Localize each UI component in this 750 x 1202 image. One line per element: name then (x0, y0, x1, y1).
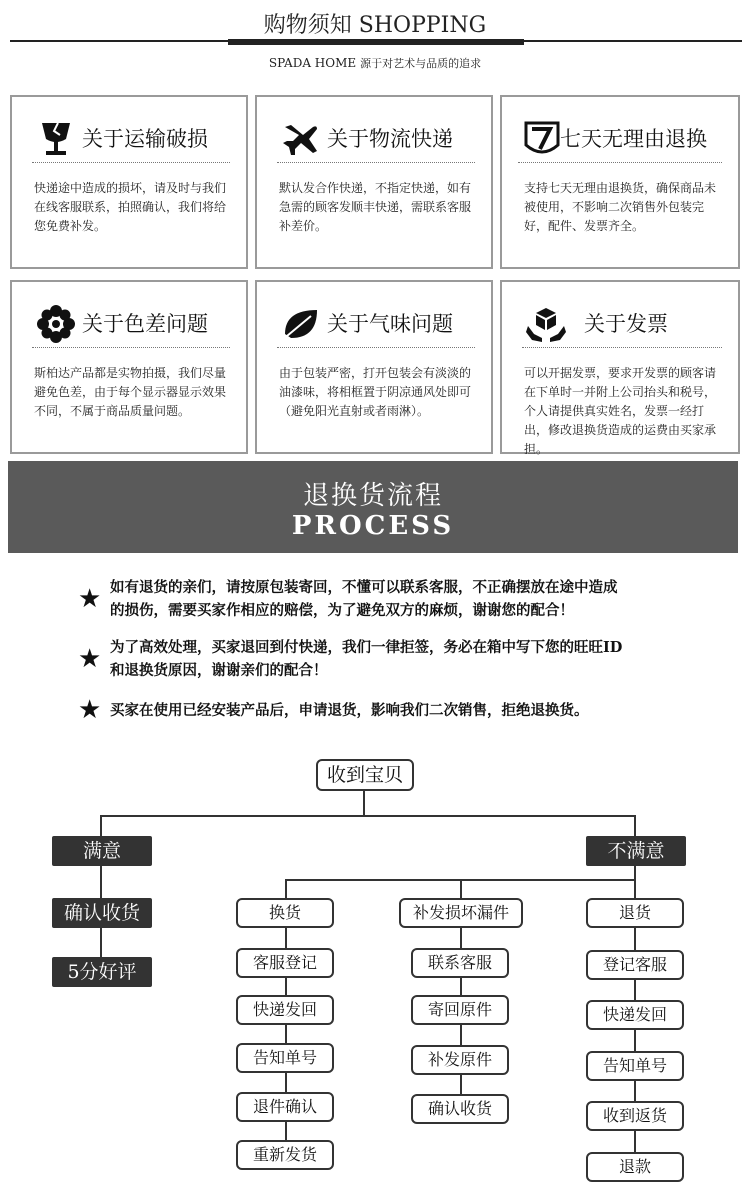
card-body: 快递途中造成的损坏，请及时与我们在线客服联系，拍照确认，我们将给您免费补发。 (34, 181, 227, 233)
flow-connector (363, 790, 365, 816)
card-title: 七天无理由退换 (560, 127, 707, 151)
header-subtitle (0, 55, 750, 71)
invoice-hands-icon (526, 304, 566, 344)
broken-glass-icon (36, 119, 76, 159)
card-title: 关于发票 (584, 312, 668, 336)
banner-title-en: PROCESS (291, 511, 455, 541)
flow-unsatisfied: 不满意 (586, 836, 686, 866)
flow-exchange-step: 重新发货 (236, 1140, 334, 1170)
card-body: 由于包装严密，打开包装会有淡淡的油漆味，将相框置于阴凉通风处即可（避免阳光直射或者雨淋）。 (279, 366, 472, 418)
flow-refund-step: 退款 (586, 1152, 684, 1182)
card-title: 关于色差问题 (82, 312, 208, 336)
flow-exchange-step: 客服登记 (236, 948, 334, 978)
flow-reissue-step: 确认收货 (411, 1094, 509, 1124)
flow-refund-step: 登记客服 (586, 950, 684, 980)
flow-refund-step: 快递发回 (586, 1000, 684, 1030)
flow-reissue-step: 联系客服 (411, 948, 509, 978)
notice-line: 为了高效处理，买家退回到付快递，我们一律拒签，务必在箱中写下您的旺旺ID (110, 639, 623, 656)
card-logistics (255, 95, 493, 269)
notice-line: 的损伤，需要买家作相应的赔偿，为了避免双方的麻烦，谢谢您的配合！ (110, 602, 574, 619)
flow-confirm-receipt: 确认收货 (52, 898, 152, 928)
star-icon: ★ (78, 644, 102, 674)
page-title: 购物须知 SHOPPING (263, 13, 487, 38)
card-body: 斯柏达产品都是实物拍摄，我们尽量避免色差，由于每个显示器显示效果不同，不属于商品质量问题。 (34, 366, 227, 418)
color-flower-icon (36, 304, 76, 344)
flow-exchange-step: 退件确认 (236, 1092, 334, 1122)
airplane-icon (281, 119, 321, 159)
flow-reissue-step: 补发损坏漏件 (399, 898, 523, 928)
flow-refund-step: 收到返货 (586, 1101, 684, 1131)
flow-connector (100, 815, 635, 817)
process-banner (8, 461, 738, 553)
flow-reissue-step: 寄回原件 (411, 995, 509, 1025)
flow-connector (100, 815, 102, 837)
flow-root-received: 收到宝贝 (316, 759, 414, 791)
flow-connector (634, 815, 636, 837)
flow-refund-step: 告知单号 (586, 1051, 684, 1081)
card-body: 默认发合作快递，不指定快递，如有急需的顾客发顺丰快递，需联系客服补差价。 (279, 181, 472, 233)
card-body: 可以开据发票，要求开发票的顾客请在下单时一并附上公司抬头和税号，个人请提供真实姓名，发票一经打出，修改退换货造成的运费由买家承担。 (524, 366, 717, 456)
card-title: 关于气味问题 (327, 312, 453, 336)
leaf-icon (281, 304, 321, 344)
card-seven-day-return (500, 95, 740, 269)
notice-line: 如有退货的亲们，请按原包装寄回，不懂可以联系客服，不正确摆放在途中造成 (110, 579, 618, 596)
notice-item (78, 697, 718, 727)
brand-slogan: 源于对艺术与品质的追求 (360, 57, 482, 70)
seven-day-badge-icon (522, 119, 562, 159)
flow-satisfied: 满意 (52, 836, 152, 866)
brand-name: SPADA HOME (268, 56, 357, 70)
flow-exchange-step: 换货 (236, 898, 334, 928)
notice-item (78, 576, 718, 626)
card-title: 关于运输破损 (82, 127, 208, 151)
card-color-difference (10, 280, 248, 454)
banner-title-cn: 退换货流程 (302, 481, 443, 511)
flow-exchange-step: 告知单号 (236, 1043, 334, 1073)
card-title: 关于物流快递 (327, 127, 453, 151)
flow-connector (634, 879, 636, 899)
flow-connector (460, 879, 462, 899)
card-transport-damage (10, 95, 248, 269)
flow-five-star-review: 5分好评 (52, 957, 152, 987)
notice-item (78, 636, 718, 686)
notice-line: 和退换货原因，谢谢亲们的配合！ (110, 662, 328, 679)
notice-line: 买家在使用已经安装产品后，申请退货，影响我们二次销售，拒绝退换货。 (110, 702, 589, 719)
flow-connector (285, 879, 287, 899)
flow-refund-step: 退货 (586, 898, 684, 928)
card-body: 支持七天无理由退换货，确保商品未被使用，不影响二次销售外包装完好，配件、发票齐全。 (524, 181, 717, 233)
header-divider-accent (228, 39, 524, 45)
card-invoice (500, 280, 740, 454)
flow-exchange-step: 快递发回 (236, 995, 334, 1025)
flow-connector (634, 866, 636, 880)
star-icon: ★ (78, 584, 102, 614)
flow-reissue-step: 补发原件 (411, 1045, 509, 1075)
card-odor (255, 280, 493, 454)
star-icon: ★ (78, 695, 102, 725)
